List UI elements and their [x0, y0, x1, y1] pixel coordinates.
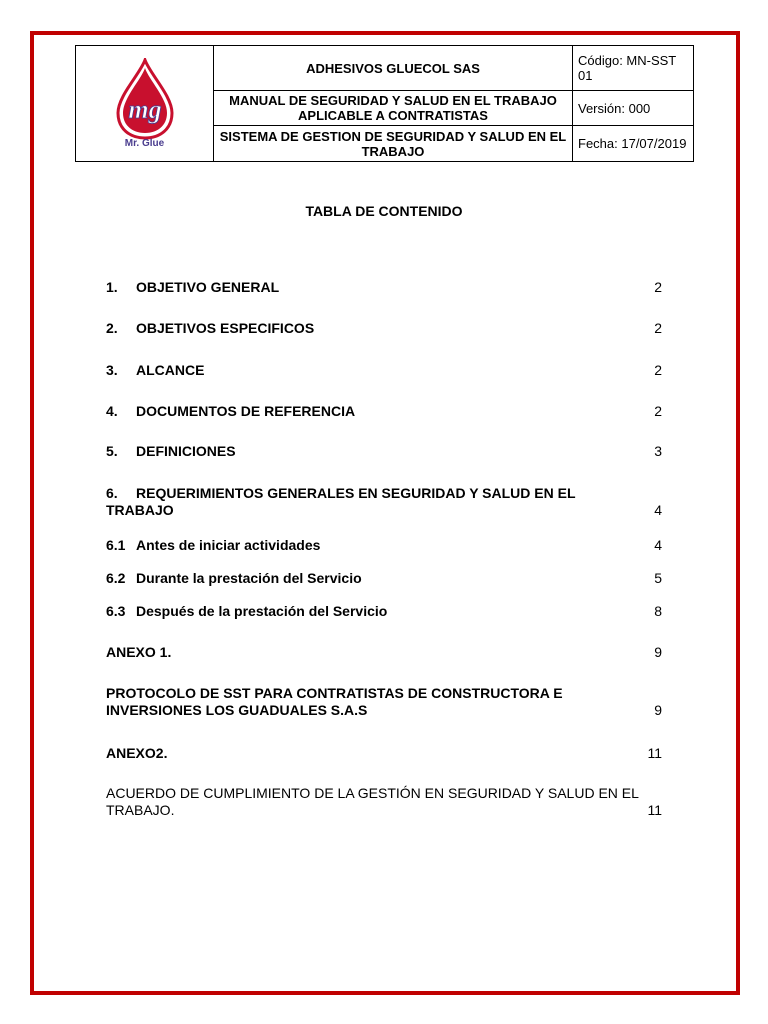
document-date: Fecha: 17/07/2019 [573, 126, 694, 162]
toc-entry[interactable] [106, 745, 662, 762]
toc-entry[interactable] [106, 570, 662, 587]
toc-entry-label: OBJETIVOS ESPECIFICOS [136, 320, 315, 336]
toc-entry-label: PROTOCOLO DE SST PARA CONTRATISTAS DE CONSTRUCTORA E INVERSIONES LOS GUADUALES S.A.S [106, 685, 563, 718]
toc-entry-number: 6. [106, 485, 118, 501]
toc-entry-page: 4 [654, 502, 662, 518]
toc-entry-page: 11 [647, 802, 662, 818]
toc-entry[interactable] [106, 603, 662, 620]
toc-entry-label: DOCUMENTOS DE REFERENCIA [136, 403, 356, 419]
company-name: ADHESIVOS GLUECOL SAS [214, 46, 573, 91]
toc-entry[interactable] [106, 443, 662, 460]
toc-entry[interactable] [106, 403, 662, 420]
toc-entry-page: 8 [654, 603, 662, 619]
logo-monogram: mg [127, 95, 162, 124]
toc-entry-label: Después de la prestación del Servicio [136, 603, 388, 619]
toc-entry-page: 5 [654, 570, 662, 586]
toc-entry-number: 4. [106, 403, 118, 419]
document-version: Versión: 000 [573, 91, 694, 126]
toc-entry-label: ALCANCE [136, 362, 205, 378]
table-of-contents-title: TABLA DE CONTENIDO [305, 203, 463, 219]
toc-entry[interactable] [106, 644, 662, 661]
manual-title: MANUAL DE SEGURIDAD Y SALUD EN EL TRABAJO APLICABLE A CONTRATISTAS [214, 91, 573, 126]
toc-entry-page: 2 [654, 279, 662, 295]
toc-entry[interactable] [106, 785, 662, 819]
toc-entry-label: DEFINICIONES [136, 443, 236, 459]
toc-entry[interactable] [106, 362, 662, 379]
toc-entry-number: 6.2 [106, 570, 126, 586]
toc-entry-label: Antes de iniciar actividades [136, 537, 321, 553]
toc-entry-number: 6.3 [106, 603, 126, 619]
toc-entry[interactable] [106, 279, 662, 296]
toc-entry[interactable] [106, 685, 662, 719]
toc-entry-page: 2 [654, 320, 662, 336]
system-title: SISTEMA DE GESTION DE SEGURIDAD Y SALUD EN EL TRABAJO [214, 126, 573, 162]
toc-entry-number: 1. [106, 279, 118, 295]
toc-entry-page: 3 [654, 443, 662, 459]
toc-entry[interactable] [106, 537, 662, 554]
logo-cell [76, 46, 214, 162]
logo-caption: Mr. Glue [124, 138, 165, 149]
toc-entry-label: OBJETIVO GENERAL [136, 279, 280, 295]
toc-entry-number: 5. [106, 443, 118, 459]
toc-entry[interactable] [106, 320, 662, 337]
toc-entry-page: 9 [654, 702, 662, 718]
document-header-table [75, 45, 694, 162]
toc-entry-label: ACUERDO DE CUMPLIMIENTO DE LA GESTIÓN EN SEGURIDAD Y SALUD EN EL TRABAJO. [106, 785, 639, 818]
toc-entry-number: 6.1 [106, 537, 126, 553]
toc-entry-page: 2 [654, 403, 662, 419]
toc-entry-page: 11 [647, 745, 662, 761]
company-logo-icon [114, 58, 176, 140]
toc-entry-label: REQUERIMIENTOS GENERALES EN SEGURIDAD Y SALUD EN EL TRABAJO [106, 485, 576, 518]
toc-entry[interactable] [106, 485, 662, 519]
toc-entry-label: ANEXO2. [106, 745, 168, 761]
toc-entry-label: ANEXO 1. [106, 644, 172, 660]
toc-entry-number: 2. [106, 320, 118, 336]
document-code: Código: MN-SST 01 [573, 46, 694, 91]
toc-entry-label: Durante la prestación del Servicio [136, 570, 362, 586]
toc-entry-page: 2 [654, 362, 662, 378]
toc-entry-page: 9 [654, 644, 662, 660]
toc-entry-number: 3. [106, 362, 118, 378]
toc-entry-page: 4 [654, 537, 662, 553]
